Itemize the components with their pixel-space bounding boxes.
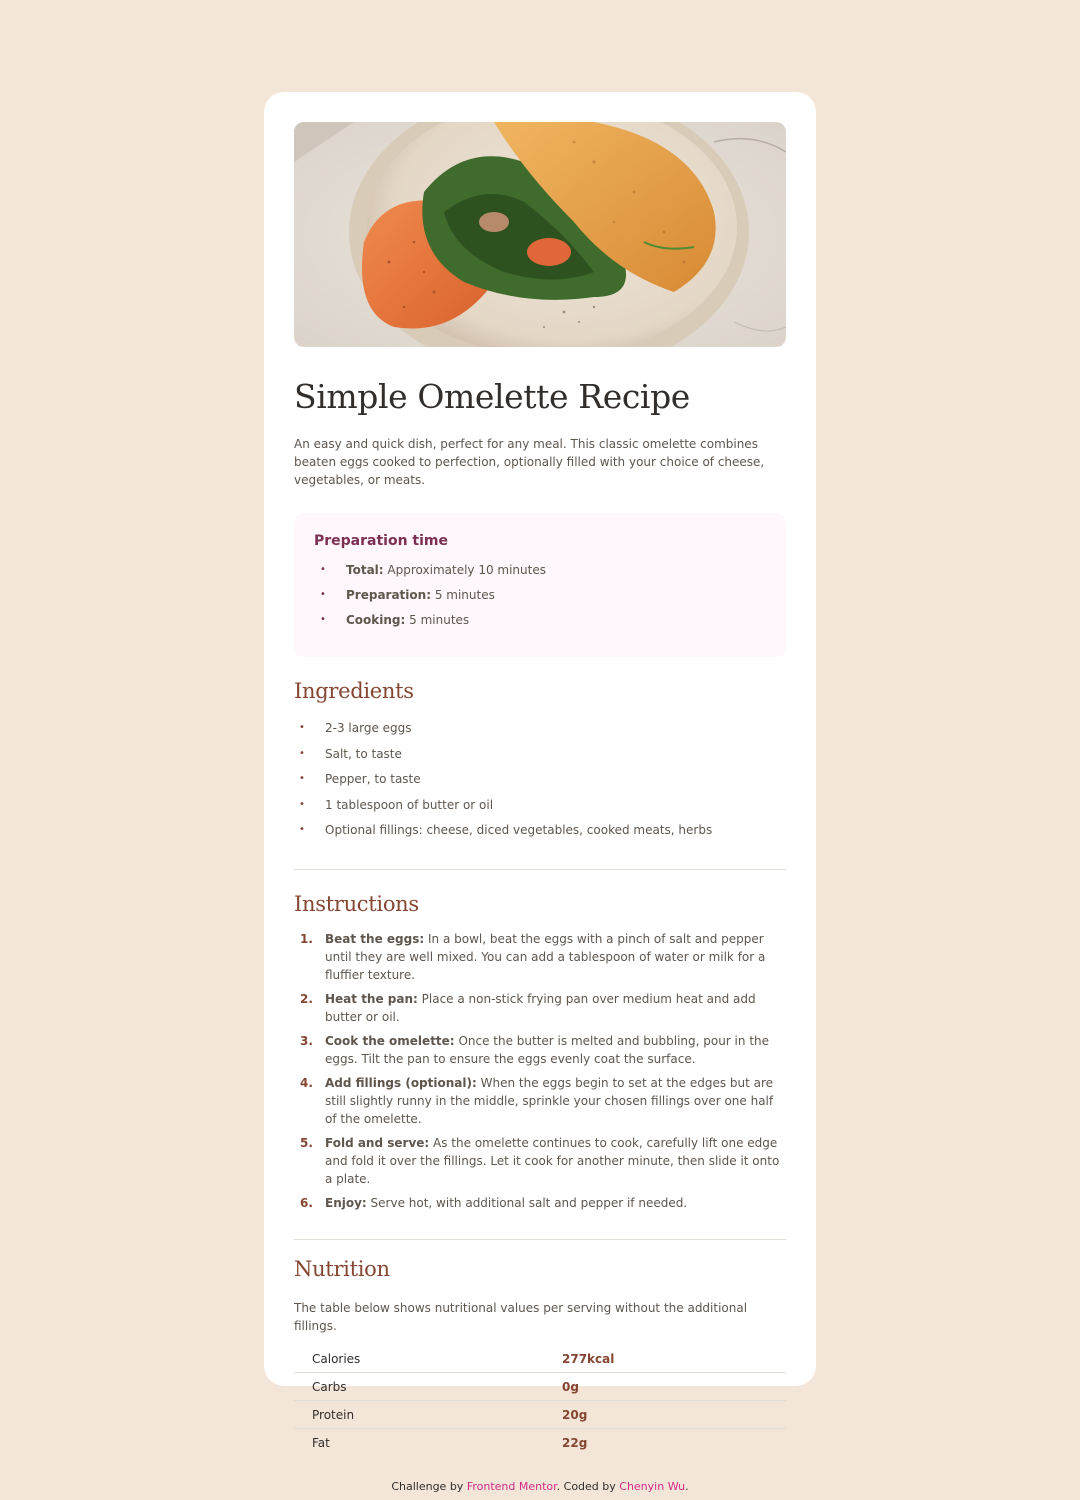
ingredients-list <box>294 719 786 839</box>
ingredients-heading: Ingredients <box>294 679 414 703</box>
ingredient-item: • 1 tablespoon of butter or oil <box>294 796 786 814</box>
footer-suffix: . <box>685 1480 689 1493</box>
attribution-footer <box>0 1480 1080 1494</box>
step-text: As the omelette continues to cook, carefully lift one edge and fold it over the fillings. Let it cook for another minute, then slide it onto a plate. <box>325 1136 780 1186</box>
step-text: Place a non-stick frying pan over medium heat and add butter or oil. <box>325 992 756 1024</box>
preparation-item-value: 5 minutes <box>434 588 495 602</box>
table-row <box>294 1345 786 1373</box>
nutrition-value: 22g <box>562 1429 786 1457</box>
step-label: Add fillings (optional): <box>325 1076 477 1090</box>
step-number: 6. <box>300 1196 313 1210</box>
nutrition-description: The table below shows nutritional values per serving without the additional fillings. <box>294 1301 748 1333</box>
nutrition-heading: Nutrition <box>294 1257 390 1281</box>
ingredients-section <box>294 677 786 839</box>
nutrition-table <box>294 1345 786 1456</box>
table-row <box>294 1429 786 1457</box>
instruction-step <box>294 1134 786 1188</box>
instructions-heading: Instructions <box>294 892 419 916</box>
frontend-mentor-link[interactable]: Frontend Mentor <box>466 1480 557 1493</box>
preparation-item <box>314 586 766 604</box>
step-text: When the eggs begin to set at the edges but are still slightly runny in the middle, sprinkle your chosen fillings over one half of the omelette. <box>325 1076 774 1126</box>
instruction-step <box>294 930 786 984</box>
instruction-step <box>294 1032 786 1068</box>
preparation-list <box>314 561 766 629</box>
nutrition-label: Fat <box>294 1429 562 1457</box>
preparation-heading: Preparation time <box>314 533 449 549</box>
nutrition-value: 20g <box>562 1401 786 1429</box>
omelette-hero-image <box>294 122 786 347</box>
preparation-item <box>314 561 766 579</box>
footer-challenge-prefix: Challenge by <box>391 1480 467 1493</box>
recipe-intro: An easy and quick dish, perfect for any meal. This classic omelette combines beaten eggs cooked to perfection, optionally filled with your choice of cheese, vegetables, or meats. <box>294 437 765 487</box>
ingredient-item: • 2-3 large eggs <box>294 719 786 737</box>
step-text: Serve hot, with additional salt and pepper if needed. <box>370 1196 688 1210</box>
author-link[interactable]: Chenyin Wu <box>619 1480 686 1493</box>
instruction-step <box>294 990 786 1026</box>
nutrition-value: 277kcal <box>562 1351 615 1366</box>
preparation-item-label: Preparation: <box>346 588 431 602</box>
step-label: Fold and serve: <box>325 1136 430 1150</box>
recipe-card <box>264 92 816 1450</box>
nutrition-label: Protein <box>294 1401 562 1429</box>
instruction-step <box>294 1074 786 1128</box>
instruction-step <box>294 1194 786 1212</box>
ingredient-item: • Salt, to taste <box>294 745 786 763</box>
ingredient-item: • Optional fillings: cheese, diced vegetables, cooked meats, herbs <box>294 821 786 839</box>
table-row <box>294 1373 786 1401</box>
preparation-item-value: 5 minutes <box>409 613 470 627</box>
nutrition-section <box>294 1255 786 1456</box>
section-divider <box>294 869 786 870</box>
section-divider <box>294 1239 786 1240</box>
nutrition-label: Calories <box>312 1351 361 1366</box>
page-title: Simple Omelette Recipe <box>294 377 690 416</box>
step-label: Enjoy: <box>325 1196 367 1210</box>
preparation-time-box <box>294 513 786 657</box>
step-label: Beat the eggs: <box>325 932 425 946</box>
step-label: Cook the omelette: <box>325 1034 455 1048</box>
nutrition-label: Carbs <box>294 1373 562 1401</box>
preparation-item-value: Approximately 10 minutes <box>387 563 546 577</box>
step-number: 1. <box>300 932 313 946</box>
step-number: 4. <box>300 1076 313 1090</box>
preparation-item-label: Total: <box>346 563 384 577</box>
ingredient-item: • Pepper, to taste <box>294 770 786 788</box>
footer-coded-prefix: . Coded by <box>556 1480 620 1493</box>
instructions-list <box>294 930 786 1212</box>
step-number: 5. <box>300 1136 313 1150</box>
step-label: Heat the pan: <box>325 992 418 1006</box>
preparation-item-label: Cooking: <box>346 613 406 627</box>
preparation-item <box>314 611 766 629</box>
step-number: 2. <box>300 992 313 1006</box>
step-text: In a bowl, beat the eggs with a pinch of salt and pepper until they are well mixed. You can add a tablespoon of water or milk for a fluffier texture. <box>325 932 766 982</box>
step-number: 3. <box>300 1034 313 1048</box>
step-text: Once the butter is melted and bubbling, pour in the eggs. Tilt the pan to ensure the eggs evenly coat the surface. <box>325 1034 770 1066</box>
instructions-section <box>294 890 786 1212</box>
nutrition-value: 0g <box>562 1373 786 1401</box>
table-row <box>294 1401 786 1429</box>
